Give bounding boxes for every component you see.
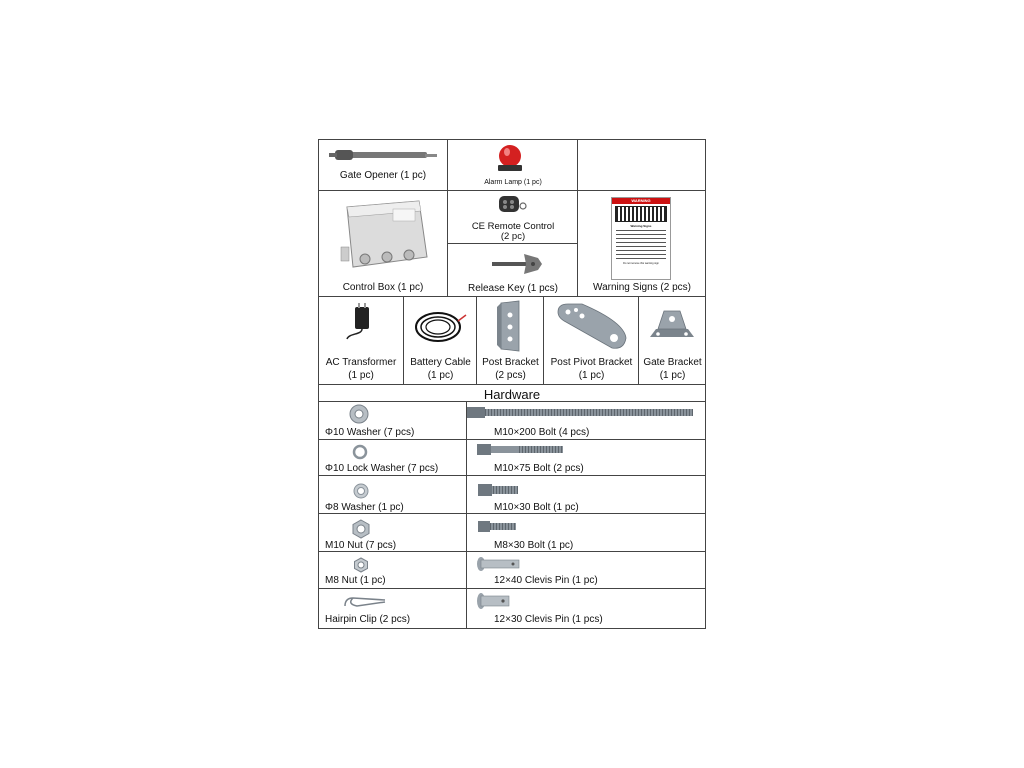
hardware-title-row <box>319 384 705 401</box>
washer-icon <box>348 403 370 425</box>
warning-signs-label: Warning Signs (2 pcs) <box>593 282 691 293</box>
hw-divider <box>466 476 467 514</box>
battery-cable-label-line1: Battery Cable <box>410 357 471 368</box>
cell-post-pivot-bracket <box>543 296 638 384</box>
hw-divider <box>466 440 467 476</box>
m10x75-bolt-icon <box>477 443 567 457</box>
gate-opener-image <box>329 148 439 168</box>
cell-empty <box>577 140 705 190</box>
warning-sign-gate-graphic <box>615 206 667 222</box>
battery-cable-label-line2: (1 pc) <box>427 370 454 381</box>
cell-battery-cable <box>403 296 476 384</box>
ac-transformer-label-line2: (1 pc) <box>348 370 374 381</box>
ac-transformer-label-line1: AC Transformer <box>325 357 397 368</box>
gate-bracket-label-line2: (1 pc) <box>659 370 686 381</box>
hw-row <box>319 439 705 475</box>
clevis-pin-icon <box>477 557 523 573</box>
release-key-image <box>486 250 546 280</box>
m10x30-bolt-icon <box>478 483 522 499</box>
control-box-label: Control Box (1 pc) <box>342 282 424 293</box>
release-key-label: Release Key (1 pcs) <box>467 283 559 294</box>
battery-cable-image <box>412 309 468 345</box>
warning-sign-footer: Do not remove this warning sign <box>623 262 659 265</box>
hw-right-label: M10×200 Bolt (4 pcs) <box>494 427 590 438</box>
alarm-lamp-image <box>495 143 525 173</box>
cell-gate-bracket <box>638 296 705 384</box>
cell-warning-signs <box>577 190 705 296</box>
hw-row <box>319 401 705 439</box>
post-bracket-label-line2: (2 pcs) <box>495 370 526 381</box>
hw-divider <box>466 589 467 629</box>
hw-left-label: Hairpin Clip (2 pcs) <box>325 614 411 625</box>
post-pivot-bracket-label-line2: (1 pc) <box>578 370 605 381</box>
hw-row <box>319 551 705 588</box>
parts-list-sheet <box>318 139 706 629</box>
gate-bracket-label-line1: Gate Bracket <box>643 357 702 368</box>
cell-alarm-lamp <box>447 140 577 190</box>
post-bracket-image <box>495 299 525 355</box>
hw-row <box>319 588 705 628</box>
ac-transformer-image <box>343 303 383 343</box>
hw-left-label: Φ10 Lock Washer (7 pcs) <box>325 463 439 474</box>
hw-row <box>319 513 705 551</box>
post-pivot-bracket-label-line1: Post Pivot Bracket <box>550 357 633 368</box>
nut-icon <box>351 519 371 539</box>
warning-sign-body <box>616 230 666 260</box>
remote-control-label-line1: CE Remote Control <box>471 221 555 232</box>
control-box-image <box>335 197 431 269</box>
cell-remote-control <box>447 190 577 243</box>
cell-gate-opener <box>319 140 447 190</box>
warning-sign-header: WARNING <box>612 198 670 204</box>
m10x200-bolt-icon <box>467 406 697 420</box>
hw-left-label: Φ10 Washer (7 pcs) <box>325 427 415 438</box>
hairpin-clip-icon <box>343 594 389 612</box>
clevis-pin-icon <box>477 592 513 612</box>
warning-sign-image <box>611 197 671 280</box>
alarm-lamp-label: Alarm Lamp (1 pc) <box>484 179 542 186</box>
cell-control-box <box>319 190 447 296</box>
hw-row <box>319 475 705 513</box>
lock-washer-icon <box>352 444 368 460</box>
cell-release-key <box>447 243 577 296</box>
cell-post-bracket <box>476 296 543 384</box>
hw-left-label: M10 Nut (7 pcs) <box>325 540 397 551</box>
hw-right-label: M8×30 Bolt (1 pc) <box>494 540 574 551</box>
hw-divider <box>466 552 467 589</box>
hw-left-label: Φ8 Washer (1 pc) <box>325 502 404 513</box>
remote-control-label-line2: (2 pc) <box>500 231 526 242</box>
hw-right-label: 12×30 Clevis Pin (1 pcs) <box>494 614 603 625</box>
hw-right-label: 12×40 Clevis Pin (1 pc) <box>494 575 598 586</box>
hw-right-label: M10×30 Bolt (1 pc) <box>494 502 579 513</box>
hw-right-label: M10×75 Bolt (2 pcs) <box>494 463 584 474</box>
remote-control-image <box>497 194 527 216</box>
hw-divider <box>466 514 467 552</box>
gate-opener-label: Gate Opener (1 pc) <box>339 170 427 181</box>
cell-ac-transformer <box>319 296 403 384</box>
hardware-title: Hardware <box>483 387 541 402</box>
washer-icon <box>352 482 370 500</box>
m8x30-bolt-icon <box>478 520 522 536</box>
warning-sign-heading: Warning Signs <box>630 224 652 228</box>
post-bracket-label-line1: Post Bracket <box>482 357 539 368</box>
hw-left-label: M8 Nut (1 pc) <box>325 575 386 586</box>
gate-bracket-image <box>648 307 698 347</box>
post-pivot-bracket-image <box>552 302 632 352</box>
nut-icon <box>353 557 369 573</box>
